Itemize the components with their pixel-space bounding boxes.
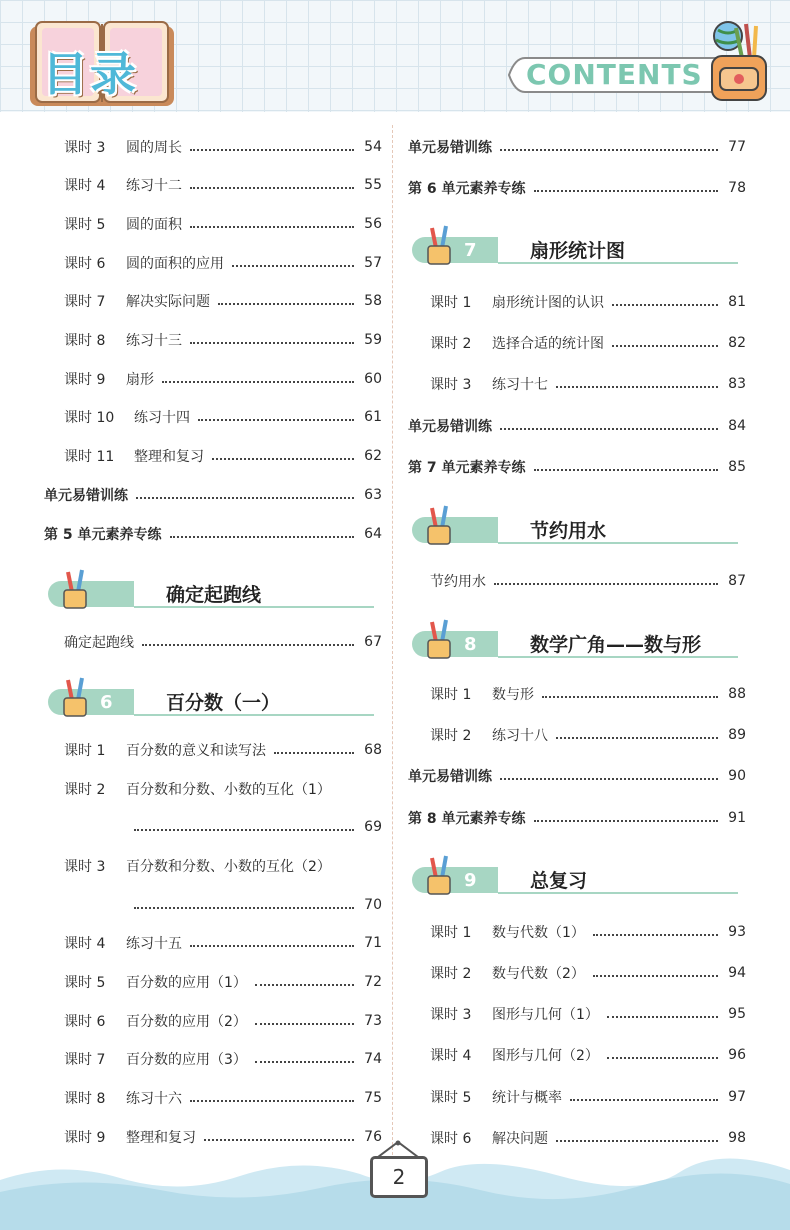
toc-entry[interactable]: 课时 3 练习十七 83 [430,376,746,393]
unit-number: 7 [464,240,477,261]
toc-entry-unit-training[interactable]: 第 7 单元素养专练 85 [408,459,746,476]
toc-entry[interactable]: 课时 3 百分数和分数、小数的互化（2） [64,859,331,875]
unit-number: 6 [100,692,113,713]
unit-header-7 [408,224,738,270]
toc-entry[interactable]: 课时 4 图形与几何（2） 96 [430,1047,746,1064]
unit-header-jieyue [408,504,738,550]
toc-entry[interactable]: 课时 2 百分数和分数、小数的互化（1） [64,782,331,798]
page-number: 2 [370,1156,428,1198]
toc-entry[interactable]: 课时 8 练习十六 75 [64,1090,382,1107]
unit-header-8 [408,618,738,664]
page-title: 目录 [42,47,138,101]
toc-entry-unit-practice[interactable]: 单元易错训练 90 [408,768,746,785]
toc-entry[interactable]: 课时 10 练习十四 61 [64,409,382,426]
toc-entry[interactable]: 课时 7 解决实际问题 58 [64,293,382,310]
toc-entry[interactable]: 课时 6 百分数的应用（2） 73 [64,1013,382,1030]
toc-entry[interactable]: 课时 1 数与形 88 [430,686,746,703]
pencil-cup-icon [422,854,456,896]
pencil-cup-icon [58,568,92,610]
toc-entry[interactable]: 课时 6 解决问题 98 [430,1130,746,1147]
toc-entry[interactable]: 课时 1 数与代数（1） 93 [430,924,746,941]
toc-entry[interactable]: 节约用水 87 [430,573,746,590]
unit-title: 总复习 [530,870,588,892]
unit-title: 节约用水 [530,520,607,542]
toc-entry[interactable]: 课时 2 数与代数（2） 94 [430,965,746,982]
toc-entry-unit-training[interactable]: 第 5 单元素养专练 64 [44,526,382,543]
toc-entry-unit-practice[interactable]: 单元易错训练 77 [408,139,746,156]
unit-title: 百分数（一） [166,692,281,714]
toc-entry[interactable]: 课时 9 整理和复习 76 [64,1129,382,1146]
unit-number: 9 [464,870,477,891]
toc-entry-unit-practice[interactable]: 单元易错训练 84 [408,418,746,435]
toc-entry[interactable]: 课时 4 练习十二 55 [64,177,382,194]
toc-entry[interactable]: 课时 2 选择合适的统计图 82 [430,335,746,352]
unit-title: 确定起跑线 [166,584,262,606]
toc-entry[interactable]: 课时 11 整理和复习 62 [64,448,382,465]
unit-title: 数学广角——数与形 [530,634,702,656]
column-divider [392,125,393,1155]
toc-entry[interactable]: 确定起跑线 67 [64,634,382,651]
toc-entry[interactable]: 课时 3 图形与几何（1） 95 [430,1006,746,1023]
toc-entry-continuation[interactable]: 70 [134,893,382,917]
toc-entry-unit-training[interactable]: 第 6 单元素养专练 78 [408,180,746,197]
unit-header-queding [44,568,374,614]
toc-entry[interactable]: 课时 7 百分数的应用（3） 74 [64,1051,382,1068]
toc-entry[interactable]: 课时 1 百分数的意义和读写法 68 [64,742,382,759]
unit-header-9 [408,854,738,900]
pencil-cup-icon [58,676,92,718]
header-grid-background [0,0,790,112]
toc-entry[interactable]: 课时 4 练习十五 71 [64,935,382,952]
toc-entry[interactable]: 课时 1 扇形统计图的认识 81 [430,294,746,311]
pencil-cup-icon [422,618,456,660]
toc-entry-continuation[interactable]: 69 [134,815,382,839]
contents-title: CONTENTS [526,58,703,91]
unit-number: 8 [464,634,477,655]
toc-entry[interactable]: 课时 5 百分数的应用（1） 72 [64,974,382,991]
toc-entry[interactable]: 课时 6 圆的面积的应用 57 [64,255,382,272]
toc-entry[interactable]: 课时 8 练习十三 59 [64,332,382,349]
toc-entry[interactable]: 课时 5 统计与概率 97 [430,1089,746,1106]
school-bag-icon [706,18,770,104]
toc-entry-unit-practice[interactable]: 单元易错训练 63 [44,487,382,504]
toc-entry[interactable]: 课时 9 扇形 60 [64,371,382,388]
toc-entry[interactable]: 课时 5 圆的面积 56 [64,216,382,233]
toc-entry[interactable]: 课时 3 圆的周长 54 [64,139,382,156]
unit-title: 扇形统计图 [530,240,626,262]
pencil-cup-icon [422,504,456,546]
toc-entry-unit-training[interactable]: 第 8 单元素养专练 91 [408,810,746,827]
pencil-cup-icon [422,224,456,266]
unit-header-6 [44,676,374,722]
toc-entry[interactable]: 课时 2 练习十八 89 [430,727,746,744]
